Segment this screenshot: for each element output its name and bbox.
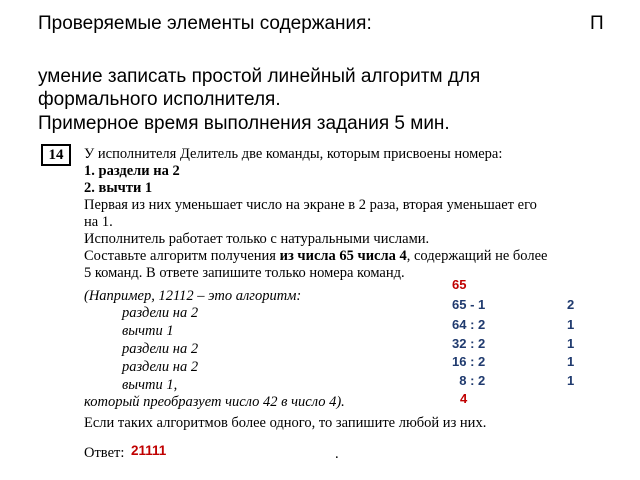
solution-start: 65 <box>452 277 467 292</box>
example-step-1: раздели на 2 <box>122 305 199 321</box>
solution-step-cmd: 2 <box>567 297 575 312</box>
solution-result: 4 <box>460 391 468 406</box>
solution-step-expr: 65 - 1 <box>452 297 486 312</box>
solution-step-cmd: 1 <box>567 373 575 388</box>
clipped-text-strip <box>30 138 570 146</box>
example-step-4: раздели на 2 <box>122 359 199 375</box>
solution-step-cmd: 1 <box>567 317 575 332</box>
answer-label: Ответ: <box>84 445 125 461</box>
example-result: который преобразует число 42 в число 4). <box>84 394 345 410</box>
section-title-cut: П <box>590 13 604 34</box>
answer-value: 21111 <box>131 443 167 458</box>
solution-step-expr: 32 : 2 <box>452 336 486 351</box>
task-paragraph-3: Исполнитель работает только с натуральными числами. <box>84 231 430 247</box>
section-title: Проверяемые элементы содержания: <box>38 13 372 34</box>
task-paragraph-2b: на 1. <box>84 214 113 230</box>
example-step-5: вычти 1, <box>122 377 178 393</box>
description-line-3: Примерное время выполнения задания 5 мин. <box>38 113 450 134</box>
solution-step-expr: 16 : 2 <box>452 354 486 369</box>
task-p4-pre: Составьте алгоритм получения <box>84 248 280 264</box>
command-1: 1. раздели на 2 <box>84 163 180 179</box>
solution-step-expr: 8 : 2 <box>452 373 486 388</box>
task-paragraph-5: Если таких алгоритмов более одного, то запишите любой из них. <box>84 415 487 431</box>
task-number: 14 <box>41 144 71 166</box>
example-step-2: вычти 1 <box>122 323 174 339</box>
task-p4-bold: из числа 65 числа 4 <box>279 248 407 264</box>
description-line-1: умение записать простой линейный алгоритм для <box>38 66 481 87</box>
example-step-3: раздели на 2 <box>122 341 199 357</box>
solution-step-expr: 64 : 2 <box>452 317 486 332</box>
task-paragraph-4b: 5 команд. В ответе запишите только номера команд. <box>84 265 405 281</box>
example-intro: (Например, 12112 – это алгоритм: <box>84 288 302 304</box>
command-2: 2. вычти 1 <box>84 180 153 196</box>
task-intro: У исполнителя Делитель две команды, которым присвоены номера: <box>84 146 503 162</box>
solution-step-cmd: 1 <box>567 336 575 351</box>
task-paragraph-4a <box>84 248 547 265</box>
answer-dot: . <box>335 446 339 462</box>
solution-step-cmd: 1 <box>567 354 575 369</box>
task-paragraph-2a: Первая из них уменьшает число на экране в 2 раза, вторая уменьшает его <box>84 197 537 213</box>
description-line-2: формального исполнителя. <box>38 89 281 110</box>
task-p4-post: , содержащий не более <box>406 248 548 264</box>
